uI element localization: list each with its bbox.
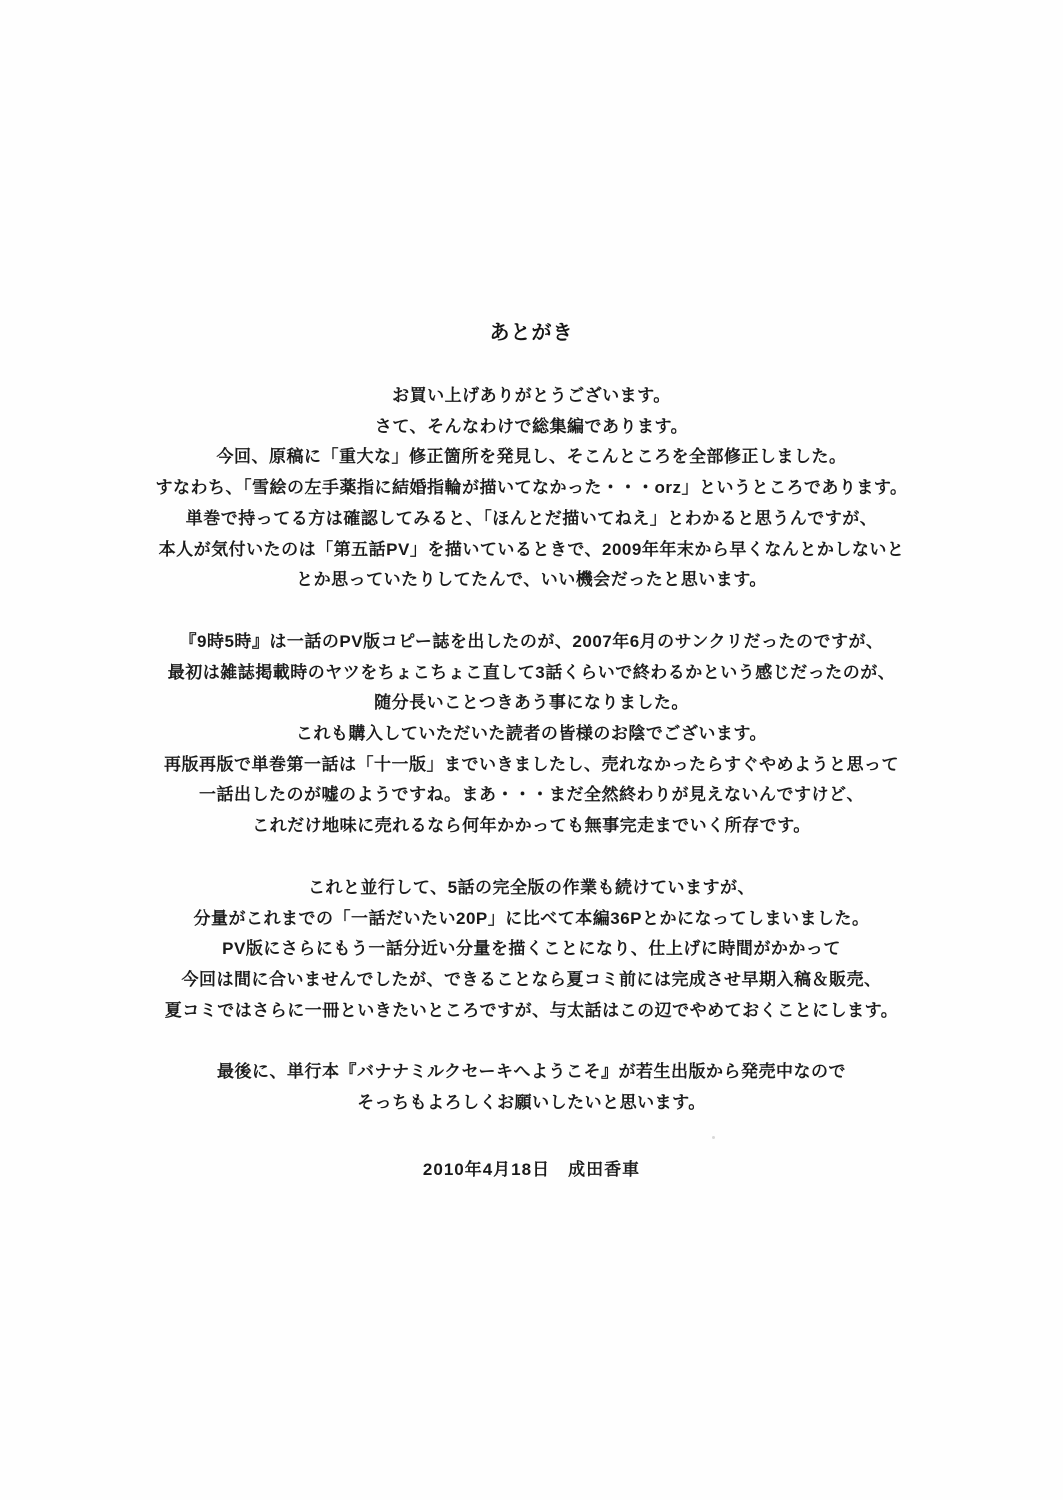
scan-speck [712, 1136, 715, 1139]
text-line: 分量がこれまでの「一話だいたい20P」に比べて本編36Pとかになってしまいました。 [193, 908, 870, 928]
text-line: 夏コミではさらに一冊といきたいところですが、与太話はこの辺でやめておくことにします。 [164, 1000, 899, 1020]
page-title: あとがき [489, 322, 574, 344]
text-line: さて、そんなわけで総集編であります。 [374, 416, 689, 436]
date-author-line: 2010年4月18日 成田香車 [422, 1159, 641, 1179]
text-line: 一話出したのが嘘のようですね。まあ・・・まだ全然終わりが見えないんですけど、 [199, 785, 864, 805]
text-line: 最後に、単行本『バナナミルクセーキへようこそ』が若生出版から発売中なので [217, 1062, 846, 1082]
text-line: PV版にさらにもう一話分近い分量を描くことになり、仕上げに時間がかかって [222, 939, 841, 959]
paragraph-1 [42, 381, 1022, 596]
text-line: すなわち、「雪絵の左手薬指に結婚指輪が描いてなかった・・・orz」というところであります。 [155, 478, 908, 498]
text-line: 最初は雑誌掲載時のヤツをちょこちょこ直して3話くらいで終わるかという感じだったのが、 [167, 662, 896, 682]
text-line: 『9時5時』は一話のPV版コピー誌を出したのが、2007年6月のサンクリだったのですが、 [179, 631, 884, 651]
text-line: 今回は間に合いませんでしたが、できることなら夏コミ前には完成させ早期入稿＆販売、 [181, 969, 882, 989]
paragraph-2 [42, 627, 1022, 842]
text-line: これだけ地味に売れるなら何年かかっても無事完走までいく所存です。 [252, 816, 811, 836]
text-line: そっちもよろしくお願いしたいと思います。 [357, 1093, 706, 1113]
text-line: お買い上げありがとうございます。 [392, 386, 671, 405]
text-line: とか思っていたりしてたんで、いい機会だったと思います。 [296, 570, 767, 590]
text-line: 随分長いことつきあう事になりました。 [374, 693, 689, 713]
paragraph-3 [42, 873, 1022, 1027]
paragraph-4 [42, 1057, 1022, 1118]
text-line: これも購入していただいた読者の皆様のお陰でございます。 [295, 724, 768, 744]
text-line: これと並行して、5話の完全版の作業も続けていますが、 [307, 877, 756, 897]
text-line: 単巻で持ってる方は確認してみると、「ほんとだ描いてねえ」とわかると思うんですが、 [185, 508, 878, 528]
text-line: 再版再版で単巻第一話は「十一版」までいきましたし、売れなかったらすぐやめようと思って [164, 754, 899, 774]
text-line: 今回、原稿に「重大な」修正箇所を発見し、そこんところを全部修正しました。 [216, 447, 847, 467]
text-line: 本人が気付いたのは「第五話PV」を描いているときで、2009年年末から早くなんとかしないと [158, 539, 905, 559]
